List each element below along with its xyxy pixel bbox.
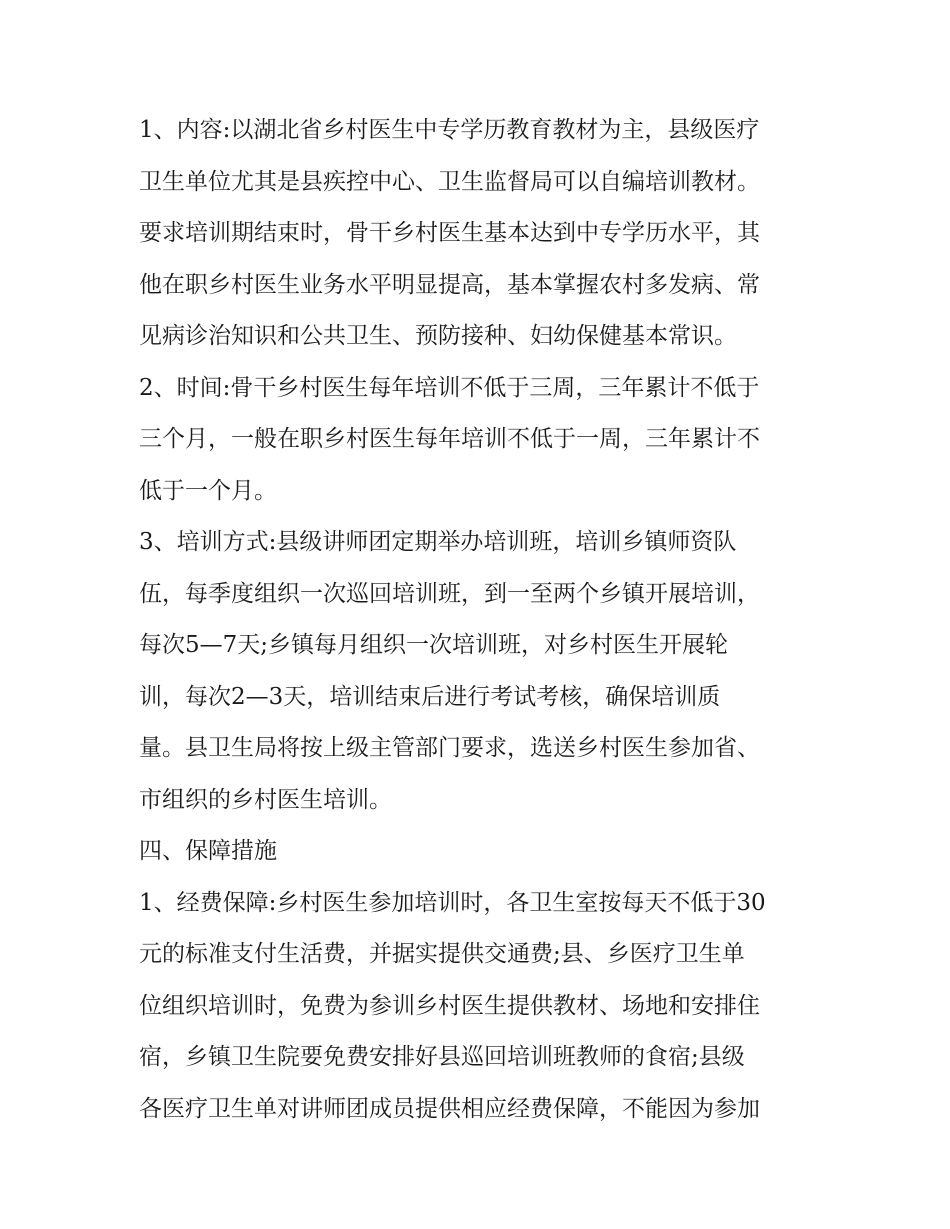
text-line: 伍，每季度组织一次巡回培训班，到一至两个乡镇开展培训， xyxy=(139,580,760,607)
text-line: 1、经费保障:乡村医生参加培训时，各卫生室按每天不低于30 xyxy=(139,889,766,916)
text-line: 低于一个月。 xyxy=(139,477,277,504)
text-line: 他在职乡村医生业务水平明显提高，基本掌握农村多发病、常 xyxy=(139,271,760,298)
text-line: 三个月，一般在职乡村医生每年培训不低于一周，三年累计不 xyxy=(139,426,760,452)
text-line: 市组织的乡村医生培训。 xyxy=(139,786,392,813)
text-line: 3、培训方式:县级讲师团定期举办培训班，培训乡镇师资队 xyxy=(139,529,737,555)
text-line: 要求培训期结束时，骨干乡村医生基本达到中专学历水平，其 xyxy=(139,220,760,246)
text-line: 训，每次2—3天，培训结束后进行考试考核，确保培训质 xyxy=(139,683,721,710)
text-line: 元的标准支付生活费，并据实提供交通费;县、乡医疗卫生单 xyxy=(139,941,745,967)
text-line: 量。县卫生局将按上级主管部门要求，选送乡村医生参加省、 xyxy=(139,735,760,761)
section-heading: 四、保障措施 xyxy=(139,838,277,864)
text-line: 位组织培训时，免费为参训乡村医生提供教材、场地和安排住 xyxy=(139,992,760,1019)
text-line: 见病诊治知识和公共卫生、预防接种、妇幼保健基本常识。 xyxy=(139,323,737,349)
text-line: 卫生单位尤其是县疾控中心、卫生监督局可以自编培训教材。 xyxy=(139,168,760,195)
text-line: 每次5—7天;乡镇每月组织一次培训班，对乡村医生开展轮 xyxy=(139,632,729,658)
text-line: 2、时间:骨干乡村医生每年培训不低于三周，三年累计不低于 xyxy=(139,374,760,401)
text-line: 1、内容:以湖北省乡村医生中专学历教育教材为主，县级医疗 xyxy=(139,117,760,143)
document-body xyxy=(139,111,819,1141)
text-line: 各医疗卫生单对讲师团成员提供相应经费保障，不能因为参加 xyxy=(139,1095,760,1122)
text-line: 宿，乡镇卫生院要免费安排好县巡回培训班教师的食宿;县级 xyxy=(139,1044,745,1070)
